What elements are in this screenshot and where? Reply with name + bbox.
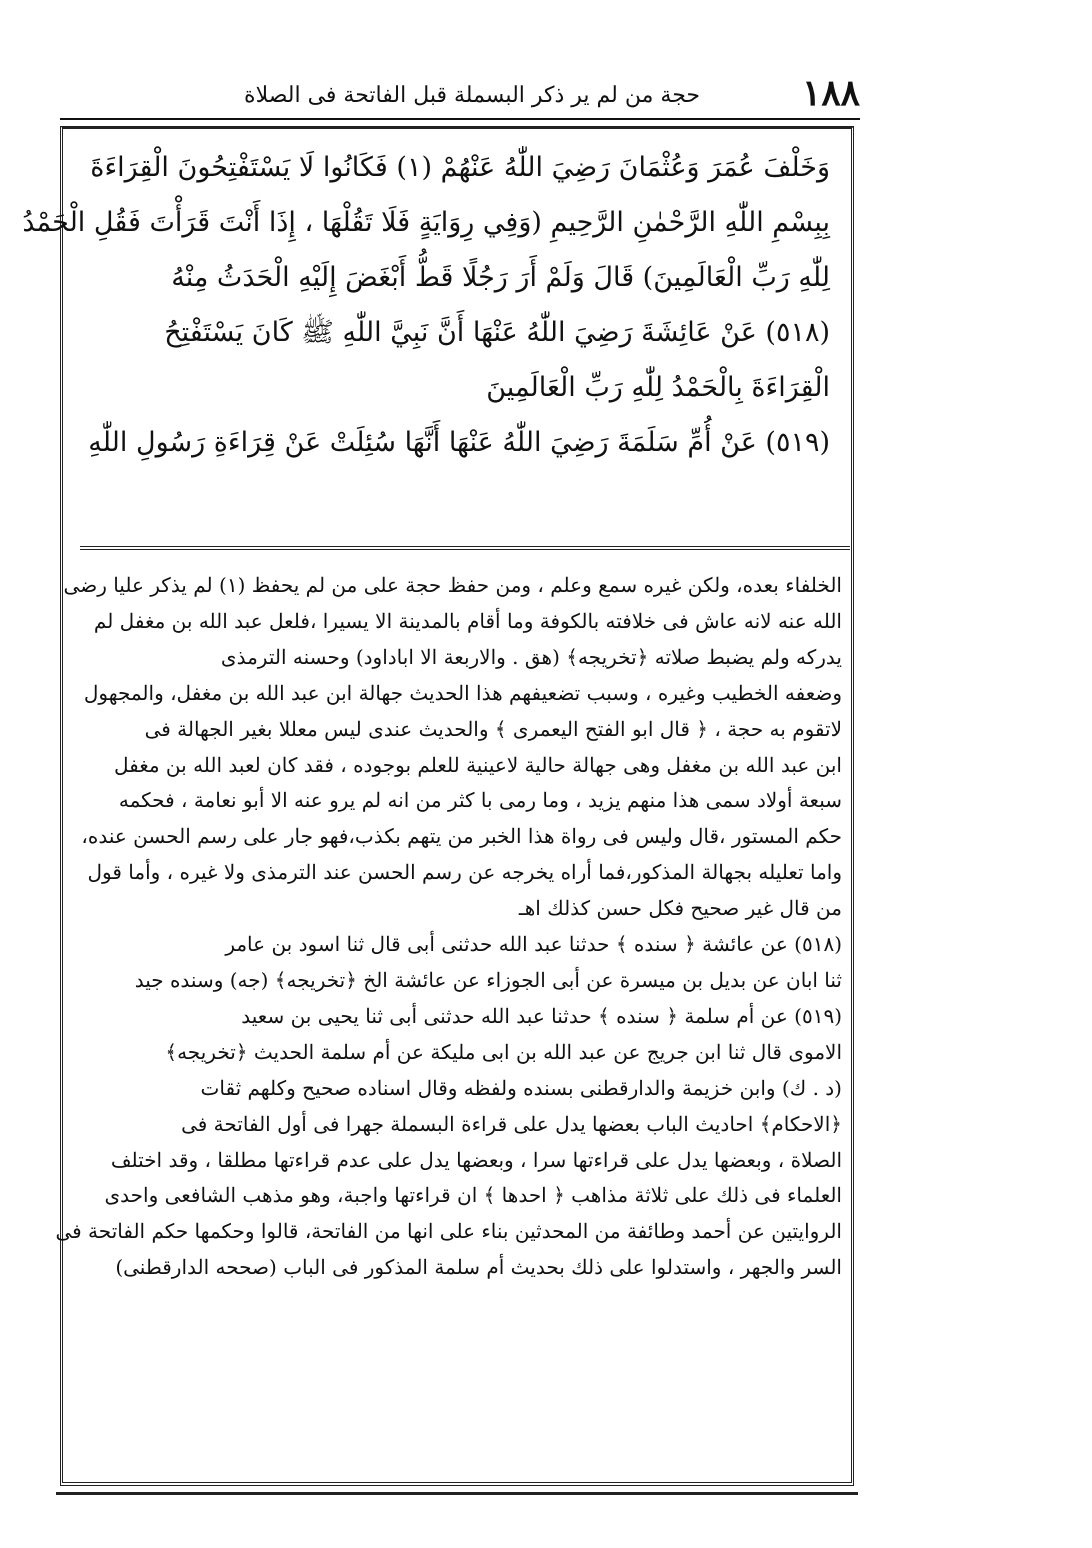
commentary-line: سبعة أولاد سمى هذا منهم يزيد ، وما رمى با كثر من انه لم يرو عنه الا أبو نعامة ، فحكمه — [118, 788, 842, 813]
hadith-line: (٥١٩) عَنْ أُمِّ سَلَمَةَ رَضِيَ اللّٰهُ عَنْهَا أَنَّهَا سُئِلَتْ عَنْ قِرَاءَةِ رَسُولِ اللّٰهِ — [88, 427, 830, 458]
commentary-line: ﴿الاحكام﴾ احاديث الباب بعضها يدل على قراءة البسملة جهرا فى أول الفاتحة فى — [181, 1111, 842, 1136]
hadith-line: لِلّٰهِ رَبِّ الْعَالَمِينَ) قَالَ وَلَمْ أَرَ رَجُلًا قَطُّ أَبْغَضَ إِلَيْهِ الْحَدَثُ مِنْهُ — [171, 262, 830, 293]
hadith-line: الْقِرَاءَةَ بِالْحَمْدُ لِلّٰهِ رَبِّ الْعَالَمِينَ — [486, 372, 830, 403]
commentary-line: الصلاة ، وبعضها يدل على قراءتها سرا ، وبعضها يدل على عدم قراءتها مطلقا ، وقد اختلف — [110, 1147, 842, 1172]
commentary-line: العلماء فى ذلك على ثلاثة مذاهب ﴿ احدها ﴾ ان قراءتها واجبة، وهو مذهب الشافعى واحدى — [104, 1183, 842, 1208]
bottom-rule — [56, 1492, 858, 1495]
commentary-text — [55, 568, 842, 1286]
commentary-line: الله عنه لانه عاش فى خلافته بالكوفة وما أقام بالمدينة الا يسيرا ،فلعل عبد الله بن مغفل لم — [93, 608, 842, 633]
page-header — [60, 70, 860, 120]
hadith-line: (٥١٨) عَنْ عَائِشَةَ رَضِيَ اللّٰهُ عَنْهَا أَنَّ نَبِيَّ اللّٰهِ ﷺ كَانَ يَسْتَفْتِحُ — [164, 317, 830, 348]
header-rule — [60, 118, 860, 120]
commentary-line: ثنا ابان عن بديل بن ميسرة عن أبى الجوزاء عن عائشة الخ ﴿تخريجه﴾ (جه) وسنده جيد — [134, 967, 842, 992]
hadith-line: بِبِسْمِ اللّٰهِ الرَّحْمٰنِ الرَّحِيمِ (وَفِي رِوَايَةٍ فَلَا تَقُلْهَا ، إِذَا أَنْتَ قَرَأْتَ فَقُلِ الْحَمْدُ — [22, 207, 830, 238]
commentary-line: الاموى قال ثنا ابن جريج عن عبد الله بن ابى مليكة عن أم سلمة الحديث ﴿تخريجه﴾ — [165, 1039, 842, 1064]
hadith-line: وَخَلْفَ عُمَرَ وَعُثْمَانَ رَضِيَ اللّٰهُ عَنْهُمْ (١) فَكَانُوا لَا يَسْتَفْتِحُونَ الْقِرَاءَةَ — [90, 152, 830, 183]
commentary-line: واما تعليله بجهالة المذكور،فما أراه يخرجه عن رسم الحسن عند الترمذى ولا غيره ، وأما قول — [87, 860, 842, 885]
commentary-line: (٥١٩) عن أم سلمة ﴿ سنده ﴾ حدثنا عبد الله حدثنى أبى ثنا يحيى بن سعيد — [241, 1003, 842, 1028]
commentary-line: الخلفاء بعده، ولكن غيره سمع وعلم ، ومن حفظ حجة على من لم يحفظ (١) لم يذكر عليا رضى — [63, 573, 842, 597]
hadith-text — [22, 140, 830, 470]
commentary-line: وضعفه الخطيب وغيره ، وسبب تضعيفهم هذا الحديث جهالة ابن عبد الله بن مغفل، والمجهول — [83, 680, 842, 705]
section-divider — [80, 546, 850, 550]
commentary-line: (٥١٨) عن عائشة ﴿ سنده ﴾ حدثنا عبد الله حدثنى أبى قال ثنا اسود بن عامر — [225, 932, 842, 957]
commentary-line: حكم المستور ،قال وليس فى رواة هذا الخبر من يتهم بكذب،فهو جار على رسم الحسن عنده، — [81, 824, 842, 849]
commentary-line: (د . ك) وابن خزيمة والدارقطنى بسنده ولفظه وقال اسناده صحيح وكلهم ثقات — [200, 1075, 842, 1100]
commentary-line: السر والجهر ، واستدلوا على ذلك بحديث أم سلمة المذكور فى الباب (صححه الدارقطنى) — [115, 1255, 842, 1280]
commentary-line: يدركه ولم يضبط صلاته ﴿تخريجه﴾ (هق . والاربعة الا اباداود) وحسنه الترمذى — [220, 644, 842, 669]
commentary-line: لاتقوم به حجة ، ﴿ قال ابو الفتح اليعمرى ﴾ والحديث عندى ليس معللا بغير الجهالة فى — [144, 716, 842, 741]
running-title: حجة من لم ير ذكر البسملة قبل الفاتحة فى الصلاة — [244, 83, 700, 108]
commentary-line: من قال غير صحيح فكل حسن كذلك اهـ — [518, 896, 842, 921]
commentary-line: الروايتين عن أحمد وطائفة من المحدثين بناء على انها من الفاتحة، قالوا وحكمها حكم الفاتحة فى — [55, 1219, 842, 1244]
page-number: ١٨٨ — [801, 72, 860, 114]
commentary-line: ابن عبد الله بن مغفل وهى جهالة حالية لاعينية للعلم بوجوده ، فقد كان لعبد الله بن مغفل — [113, 752, 842, 777]
